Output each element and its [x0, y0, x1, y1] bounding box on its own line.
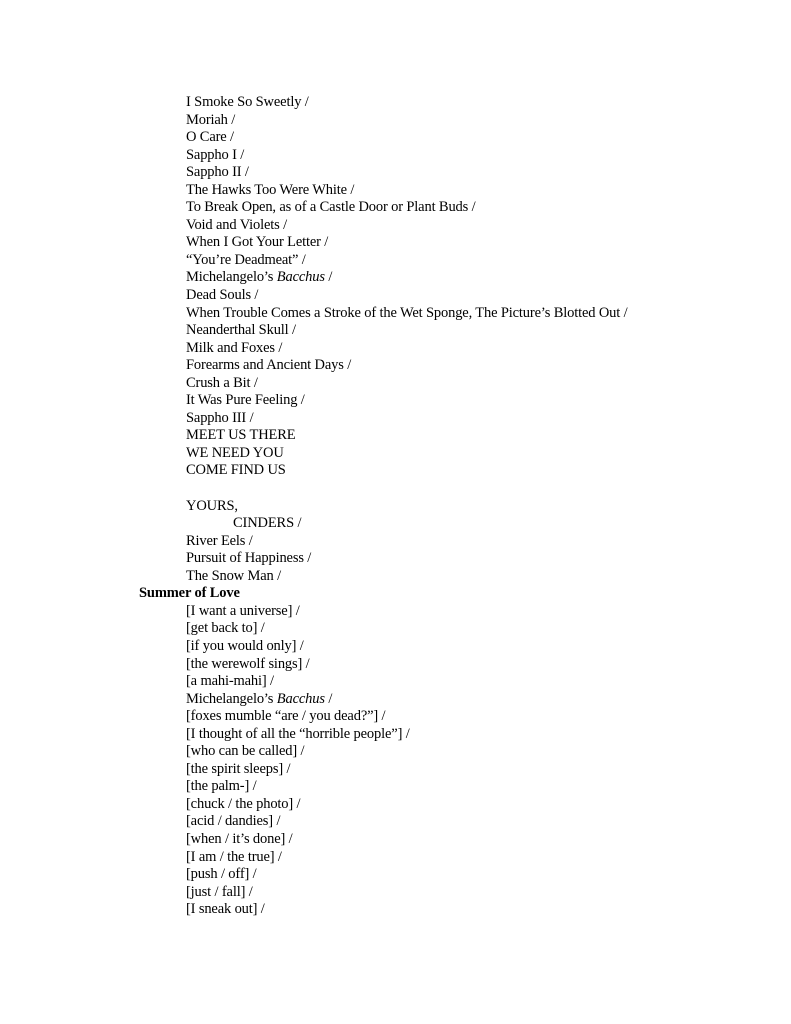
toc-list-three — [0, 533, 791, 586]
toc-entry: [the spirit sleeps] / — [186, 760, 291, 777]
bacchus-title: Bacchus — [276, 269, 325, 286]
toc-entry: [get back to] / — [186, 620, 265, 637]
toc-entry: Milk and Foxes / — [186, 339, 283, 356]
toc-entry: Void and Violets / — [186, 216, 288, 233]
toc-entry: I Smoke So Sweetly / — [186, 94, 309, 110]
toc-entry: “You’re Deadmeat” / — [186, 251, 306, 268]
toc-entry: [the palm-] / — [186, 778, 257, 795]
toc-entry: O Care / — [186, 129, 234, 146]
toc-entry: Sappho I / — [186, 146, 245, 163]
toc-entry-bacchus — [0, 269, 791, 287]
toc-entry: [chuck / the photo] / — [186, 795, 301, 812]
bacchus-title: Bacchus — [276, 690, 325, 707]
toc-entry: [I sneak out] / — [186, 901, 265, 918]
toc-entry: [just / fall] / — [186, 883, 253, 900]
document-page — [0, 94, 791, 919]
toc-entry: Sappho II / — [186, 164, 249, 181]
bacchus-suffix: / — [324, 690, 333, 707]
toc-entry: Crush a Bit / — [186, 374, 258, 391]
toc-entry: [I thought of all the “horrible people”] / — [186, 725, 410, 742]
toc-entry: [if you would only] / — [186, 637, 304, 654]
closing-yours: YOURS, — [186, 497, 238, 514]
toc-list-two — [0, 287, 791, 480]
toc-entry: [acid / dandies] / — [186, 813, 281, 830]
toc-entry: MEET US THERE — [186, 427, 296, 444]
toc-entry: Forearms and Ancient Days / — [186, 357, 352, 374]
toc-entry: Dead Souls / — [186, 287, 259, 304]
toc-entry: River Eels / — [186, 532, 253, 549]
blank-line — [0, 480, 791, 498]
toc-entry: [I want a universe] / — [186, 602, 300, 619]
section-heading: Summer of Love — [139, 585, 240, 602]
toc-entry: It Was Pure Feeling / — [186, 392, 305, 409]
toc-entry: When I Got Your Letter / — [186, 234, 329, 251]
toc-entry: WE NEED YOU — [186, 444, 284, 461]
toc-entry: [a mahi-mahi] / — [186, 673, 274, 690]
toc-entry: Moriah / — [186, 111, 236, 128]
toc-entry: Sappho III / — [186, 409, 254, 426]
toc-entry: To Break Open, as of a Castle Door or Plant Buds / — [186, 199, 476, 216]
toc-entry: The Hawks Too Were White / — [186, 181, 355, 198]
toc-list-four — [0, 603, 791, 691]
toc-entry-bacchus — [0, 691, 791, 709]
toc-entry: COME FIND US — [186, 462, 286, 479]
toc-entry: Neanderthal Skull / — [186, 322, 296, 339]
toc-entry: [the werewolf sings] / — [186, 655, 310, 672]
toc-entry: [when / it’s done] / — [186, 830, 293, 847]
toc-list-five — [0, 708, 791, 919]
toc-entry: Pursuit of Happiness / — [186, 550, 312, 567]
toc-entry: [push / off] / — [186, 866, 257, 883]
toc-list-one — [0, 94, 791, 269]
bacchus-suffix: / — [324, 269, 333, 286]
toc-entry: The Snow Man / — [186, 567, 281, 584]
bacchus-prefix: Michelangelo’s — [186, 690, 277, 707]
toc-entry: [foxes mumble “are / you dead?”] / — [186, 708, 386, 725]
bacchus-prefix: Michelangelo’s — [186, 269, 277, 286]
toc-entry: [who can be called] / — [186, 743, 305, 760]
toc-entry: [I am / the true] / — [186, 848, 282, 865]
closing-signature: CINDERS / — [233, 515, 302, 532]
toc-entry: When Trouble Comes a Stroke of the Wet Sponge, The Picture’s Blotted Out / — [186, 304, 628, 321]
